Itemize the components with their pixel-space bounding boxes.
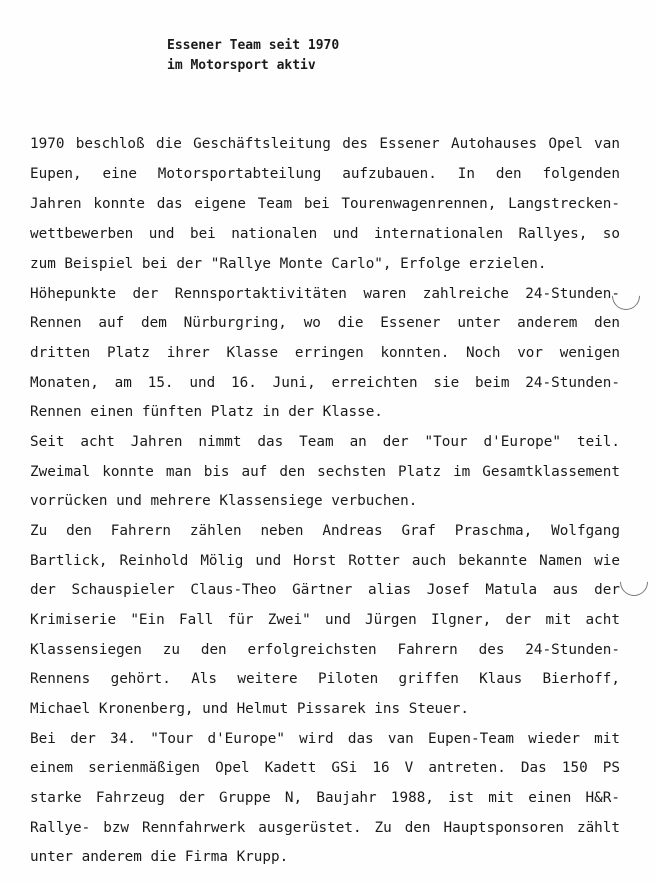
body-line: einem serienmäßigen Opel Kadett GSi 16 V antreten. Das 150 PS (30, 760, 620, 776)
body-line: Bartlick, Reinhold Mölig und Horst Rotter auch bekannte Namen wie (30, 553, 620, 569)
body-line: Bei der 34. "Tour d'Europe" wird das van Eupen-Team wieder mit (30, 731, 620, 747)
body-line: Rallye- bzw Rennfahrwerk ausgerüstet. Zu den Hauptsponsoren zählt (30, 820, 620, 836)
body-line: Klassensiegen zu den erfolgreichsten Fahrern des 24-Stunden- (30, 642, 620, 658)
document-title-line-1: Essener Team seit 1970 (167, 38, 340, 53)
body-line: Zweimal konnte man bis auf den sechsten Platz im Gesamtklassement (30, 464, 620, 480)
body-line: zum Beispiel bei der "Rallye Monte Carlo", Erfolge erzielen. (30, 256, 547, 272)
body-line: Jahren konnte das eigene Team bei Tourenwagenrennen, Langstrecken- (30, 196, 620, 212)
body-line: Zu den Fahrern zählen neben Andreas Graf Praschma, Wolfgang (30, 523, 620, 539)
punch-hole-mark (606, 276, 646, 316)
punch-hole-mark (614, 562, 654, 602)
body-line: Rennens gehört. Als weitere Piloten griffen Klaus Bierhoff, (30, 671, 620, 687)
body-line: vorrücken und mehrere Klassensiege verbuchen. (30, 493, 418, 509)
body-line: Krimiserie "Ein Fall für Zwei" und Jürgen Ilgner, der mit acht (30, 612, 620, 628)
body-line: wettbewerben und bei nationalen und internationalen Rallyes, so (30, 226, 620, 242)
body-line: starke Fahrzeug der Gruppe N, Baujahr 1988, ist mit einen H&R- (30, 790, 620, 806)
document-title-line-2: im Motorsport aktiv (167, 58, 316, 73)
body-line: unter anderem die Firma Krupp. (30, 849, 289, 865)
body-line: der Schauspieler Claus-Theo Gärtner alias Josef Matula aus der (30, 582, 620, 598)
body-line: dritten Platz ihrer Klasse erringen konnten. Noch vor wenigen (30, 345, 620, 361)
body-line: 1970 beschloß die Geschäftsleitung des Essener Autohauses Opel van (30, 136, 620, 152)
body-line: Monaten, am 15. und 16. Juni, erreichten sie beim 24-Stunden- (30, 375, 620, 391)
body-line: Eupen, eine Motorsportabteilung aufzubauen. In den folgenden (30, 166, 620, 182)
body-line: Rennen auf dem Nürburgring, wo die Essener unter anderem den (30, 315, 620, 331)
body-line: Höhepunkte der Rennsportaktivitäten waren zahlreiche 24-Stunden- (30, 286, 620, 302)
body-line: Rennen einen fünften Platz in der Klasse. (30, 404, 383, 420)
body-line: Michael Kronenberg, und Helmut Pissarek ins Steuer. (30, 701, 469, 717)
body-line: Seit acht Jahren nimmt das Team an der "Tour d'Europe" teil. (30, 434, 620, 450)
